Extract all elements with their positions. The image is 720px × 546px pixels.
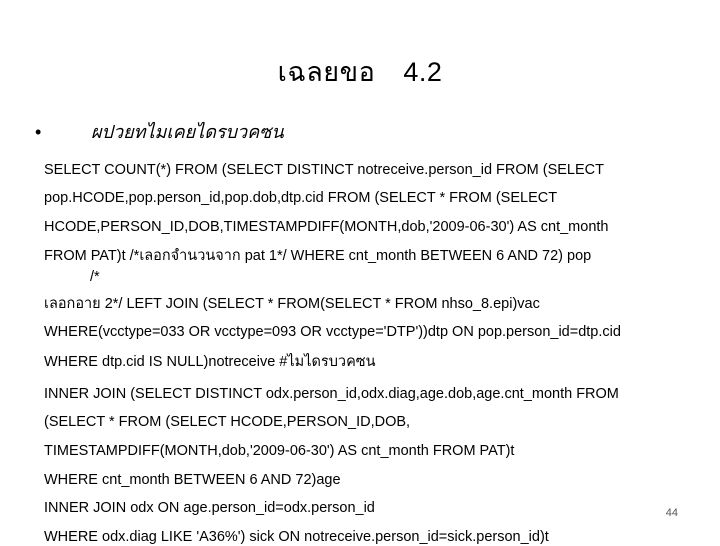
bullet-marker: • (35, 122, 42, 142)
sql-line: เลอกอาย 2*/ LEFT JOIN (SELECT * FROM(SELECT * FROM nhso_8.epi)vac (44, 296, 540, 312)
sql-line: (SELECT * FROM (SELECT HCODE,PERSON_ID,DOB, (44, 414, 411, 430)
sql-line: HCODE,PERSON_ID,DOB,TIMESTAMPDIFF(MONTH,dob,'2009-06-30') AS cnt_month (44, 219, 609, 235)
sql-line: FROM PAT)t /*เลอกจำนวนจาก pat 1*/ WHERE cnt_month BETWEEN 6 AND 72) pop (44, 248, 592, 264)
sql-line: INNER JOIN (SELECT DISTINCT odx.person_id,odx.diag,age.dob,age.cnt_month FROM (44, 386, 619, 402)
title-number: 4.2 (403, 57, 443, 87)
sql-line: pop.HCODE,pop.person_id,pop.dob,dtp.cid FROM (SELECT * FROM (SELECT (44, 190, 558, 206)
slide-title (0, 50, 720, 93)
sql-line: WHERE(vcctype=033 OR vcctype=093 OR vcctype='DTP'))dtp ON pop.person_id=dtp.cid (44, 324, 621, 340)
title-text: เฉลยขอ (277, 57, 376, 87)
sql-line: SELECT COUNT(*) FROM (SELECT DISTINCT notreceive.person_id FROM (SELECT (44, 162, 604, 178)
sql-line: TIMESTAMPDIFF(MONTH,dob,'2009-06-30') AS cnt_month FROM PAT)t (44, 443, 515, 459)
sql-line: WHERE cnt_month BETWEEN 6 AND 72)age (44, 472, 341, 488)
page-number: 44 (665, 507, 678, 519)
section-heading: ผปวยทไมเคยไดรบวคซน (91, 122, 284, 142)
sql-line: /* (90, 269, 100, 285)
sql-line: INNER JOIN odx ON age.person_id=odx.person_id (44, 500, 375, 516)
sql-line: WHERE dtp.cid IS NULL)notreceive #ไมไดรบวคซน (44, 354, 376, 370)
sql-line: WHERE odx.diag LIKE 'A36%') sick ON notreceive.person_id=sick.person_id)t (44, 529, 549, 545)
